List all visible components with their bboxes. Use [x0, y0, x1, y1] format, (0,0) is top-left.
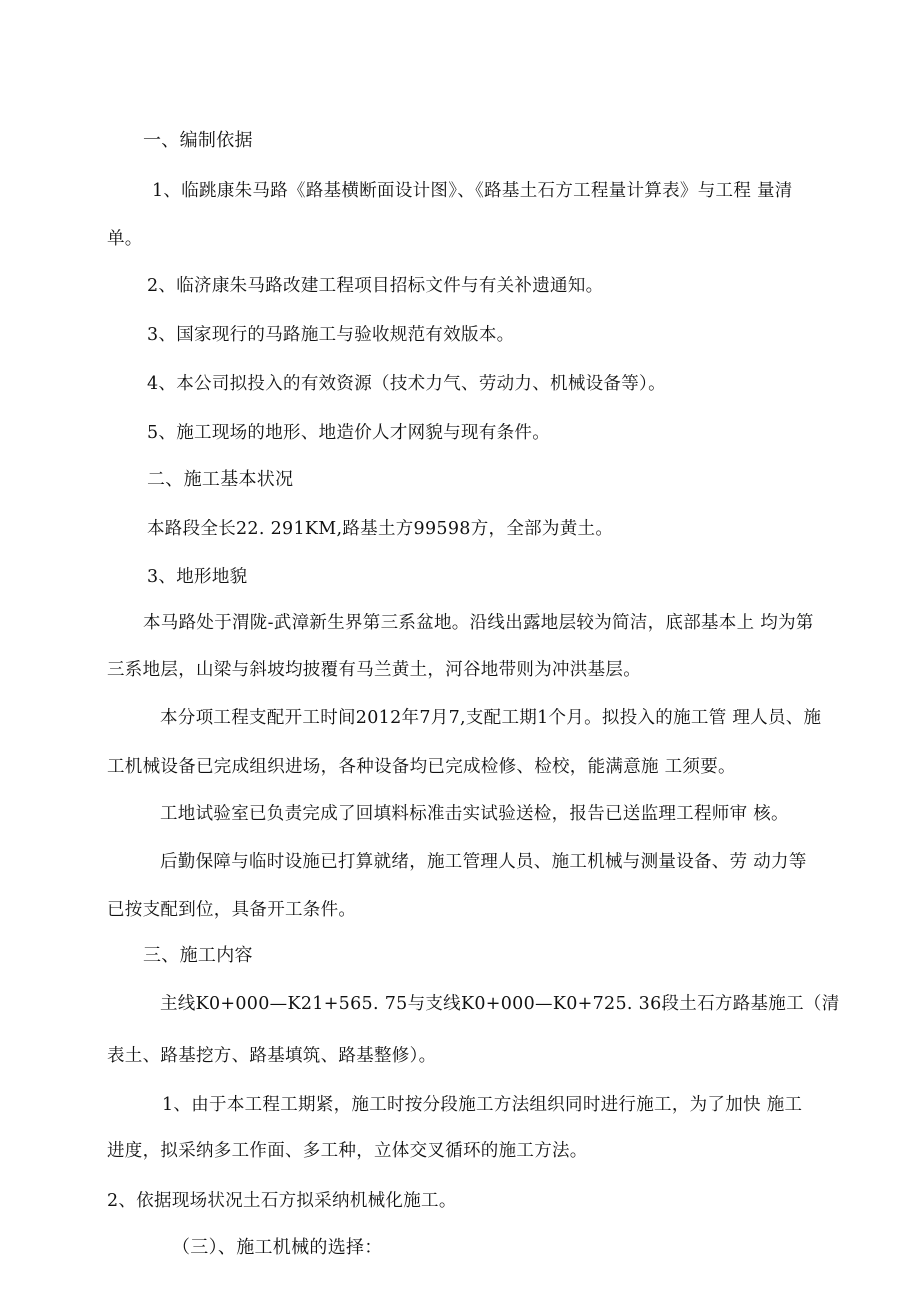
basis-item-1-line-2: 单。 [107, 229, 143, 249]
lab-paragraph: 工地试验室已负责完成了回填料标准击实试验送检，报告已送监理工程师审 核。 [160, 804, 789, 824]
basis-item-2: 2、临济康朱马路改建工程项目招标文件与有关补遗通知。 [147, 276, 604, 296]
schedule-line-1: 本分项工程支配开工时间2012年7月7,支配工期1个月。拟投入的施工管 理人员、施 [160, 708, 822, 728]
method-1-line-1: 1、由于本工程工期紧，施工时按分段施工方法组织同时进行施工，为了加快 施工 [162, 1095, 803, 1115]
schedule-line-2: 工机械设备已完成组织进场，各种设备均已完成检修、检校，能满意施 工须要。 [107, 757, 736, 777]
scope-line-2: 表土、路基挖方、路基填筑、路基整修）。 [107, 1046, 437, 1066]
terrain-line-1: 本马路处于渭陇-武漳新生界第三系盆地。沿线出露地层较为简洁，底部基本上 均为第 [143, 613, 814, 633]
basis-item-4: 4、本公司拟投入的有效资源（技术力气、劳动力、机械设备等）。 [147, 374, 666, 394]
method-1-line-2: 进度，拟采纳多工作面、多工种，立体交叉循环的施工方法。 [107, 1141, 588, 1161]
logistics-line-1: 后勤保障与临时设施已打算就绪，施工管理人员、施工机械与测量设备、劳 动力等 [160, 852, 807, 872]
road-summary: 本路段全长22. 291KM,路基土方99598方，全部为黄土。 [147, 519, 614, 539]
basis-item-5: 5、施工现场的地形、地造价人才网貌与现有条件。 [147, 423, 551, 443]
section-1-heading: 一、编制依据 [143, 130, 253, 151]
logistics-line-2: 已按支配到位，具备开工条件。 [107, 900, 357, 920]
method-2: 2、依据现场状况土石方拟采纳机械化施工。 [107, 1191, 457, 1211]
basis-item-1-line-1: 1、临跳康朱马路《路基横断面设计图》、《路基土石方工程量计算表》与工程 量清 [152, 181, 793, 201]
section-2-heading: 二、施工基本状况 [147, 469, 294, 490]
terrain-line-2: 三系地层，山梁与斜坡均披覆有马兰黄土，河谷地带则为冲洪基层。 [107, 660, 641, 680]
basis-item-3: 3、国家现行的马路施工与验收规范有效版本。 [147, 325, 515, 345]
terrain-heading: 3、地形地貌 [147, 567, 248, 587]
machinery-subheading: （三）、施工机械的选择： [172, 1237, 383, 1258]
section-3-heading: 三、施工内容 [143, 945, 253, 966]
scope-line-1: 主线K0+000—K21+565. 75与支线K0+000—K0+725. 36段土石方路基施工（清 [160, 994, 840, 1014]
